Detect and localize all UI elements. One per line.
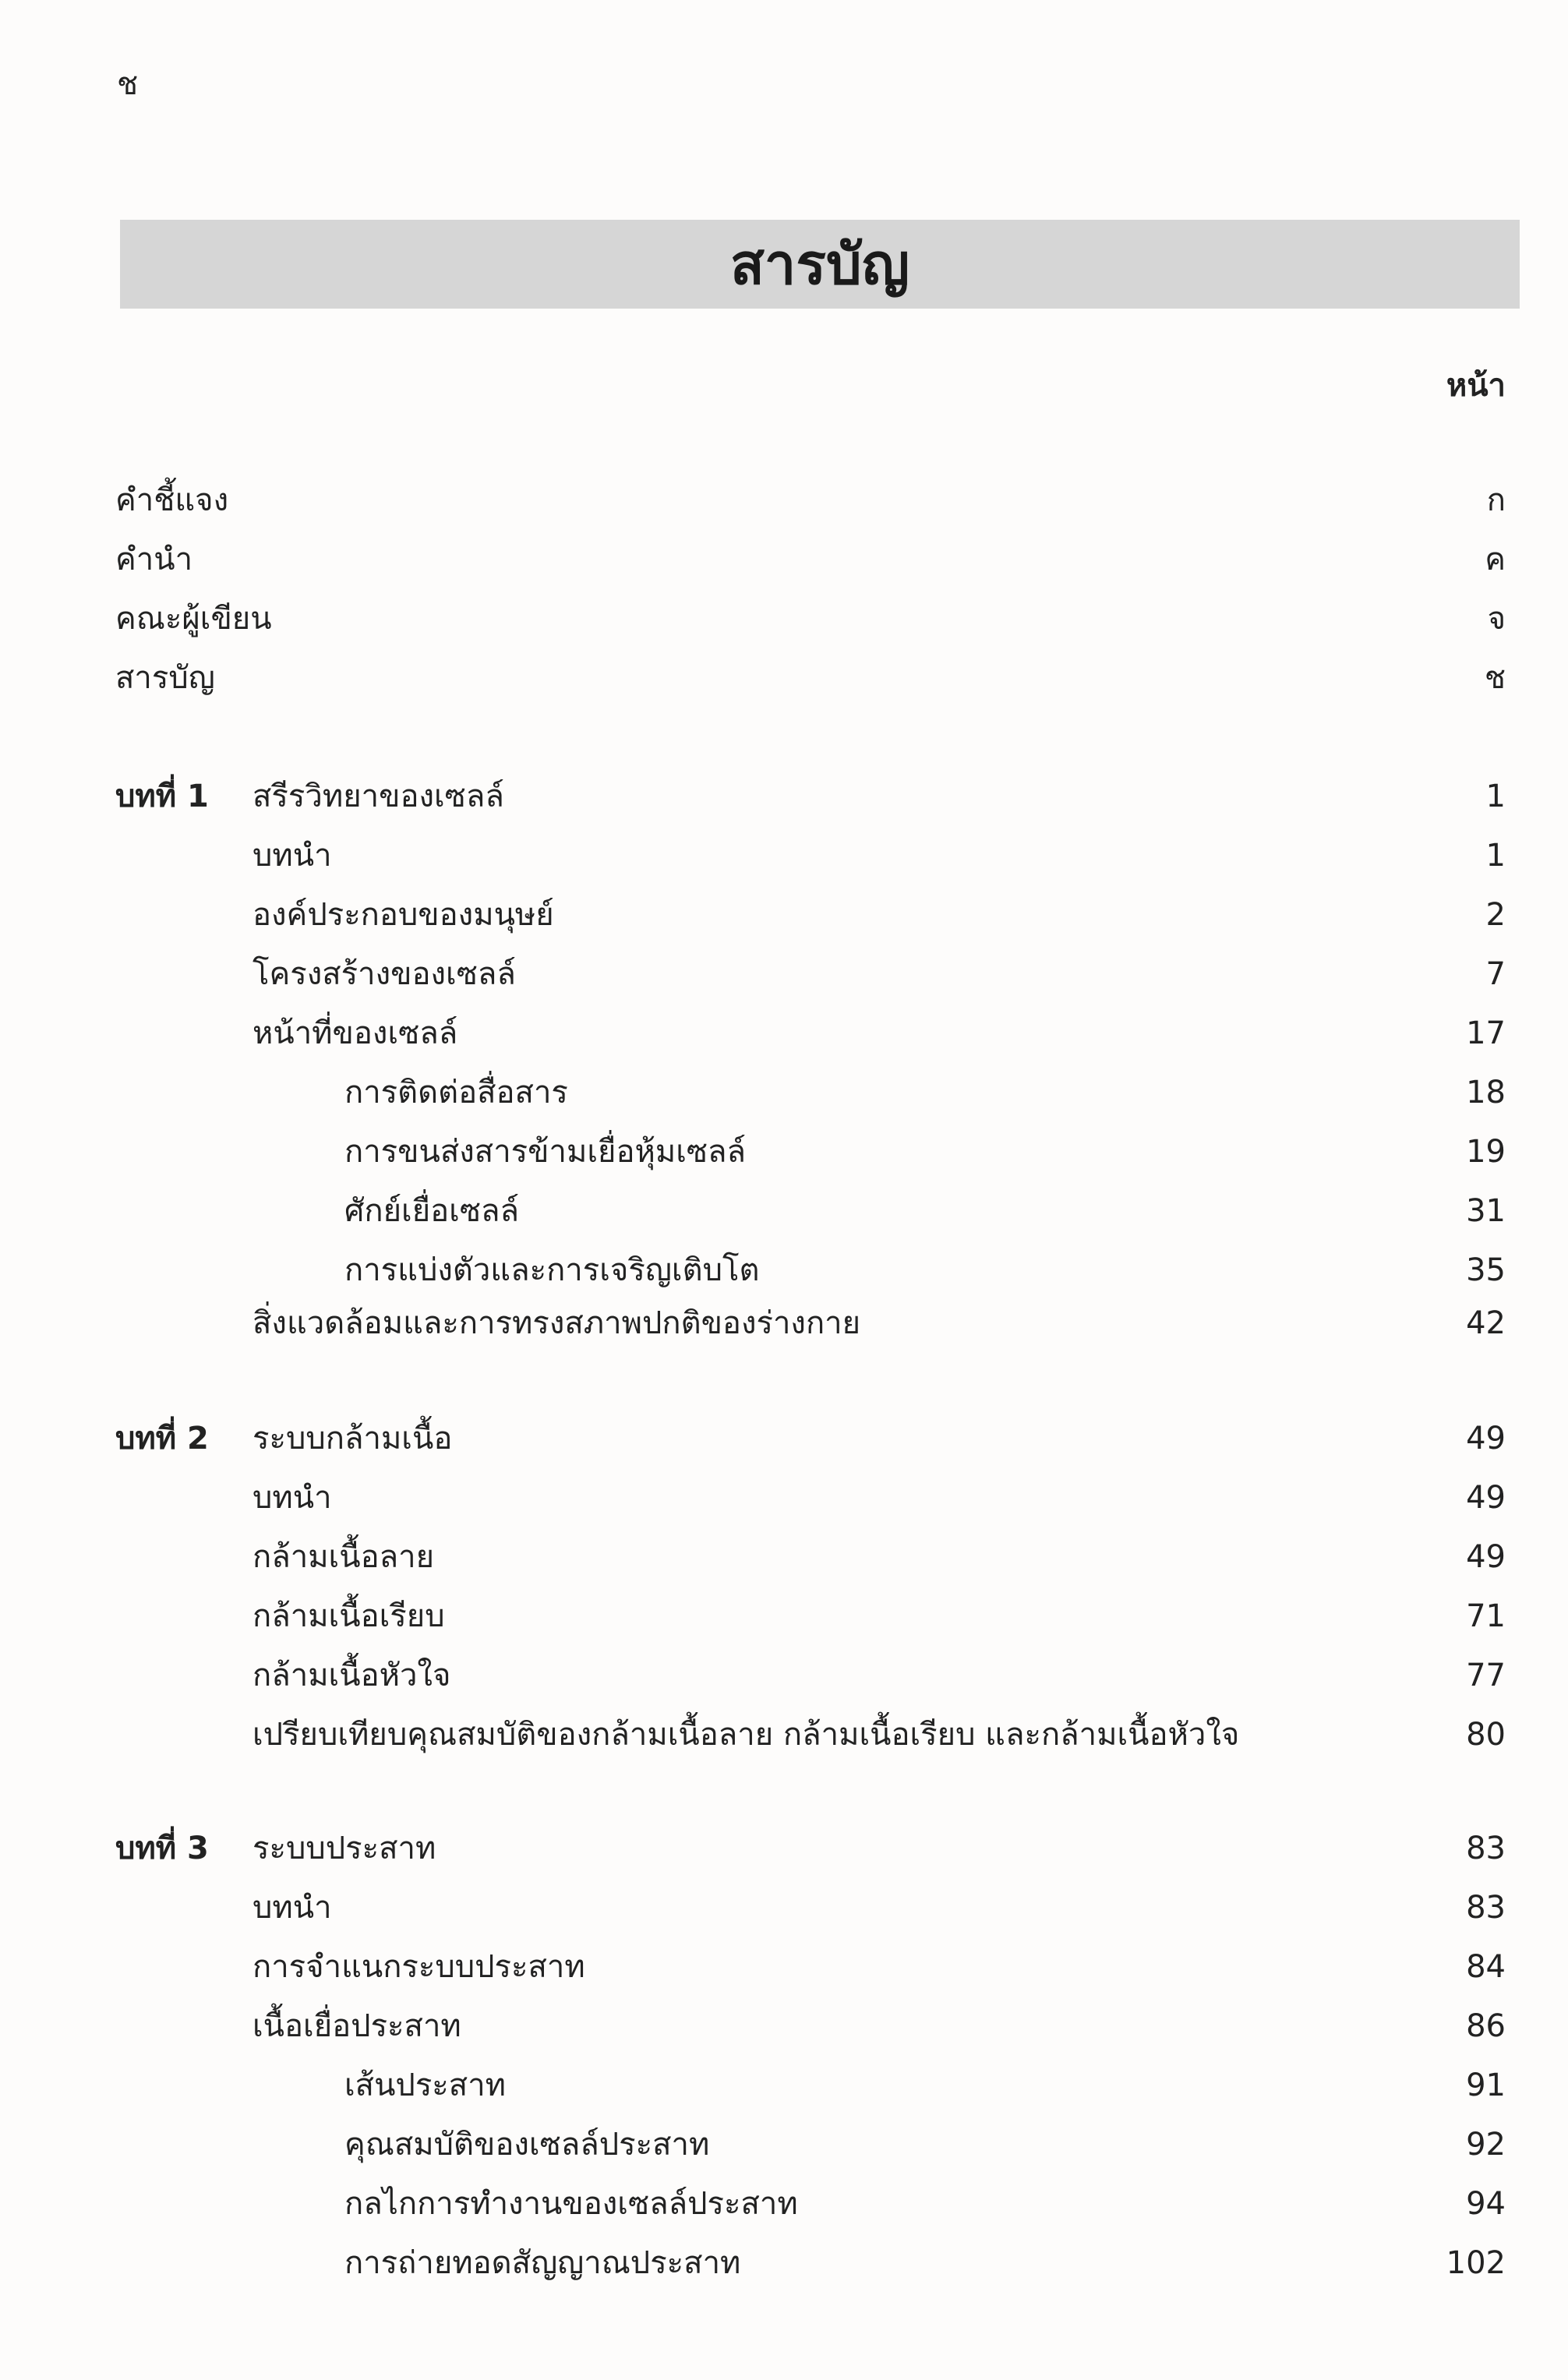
toc-row xyxy=(0,1593,1568,1640)
toc-row xyxy=(0,1069,1568,1116)
toc-entry-page: ก xyxy=(1486,482,1506,518)
chapter-title: สรีรวิทยาของเซลล์ xyxy=(253,779,504,814)
page-title: สารบัญ xyxy=(729,231,910,297)
toc-entry-label: คณะผู้เขียน xyxy=(115,601,272,637)
toc-entry-page: 84 xyxy=(1466,1949,1506,1985)
toc-entry-page: 31 xyxy=(1466,1193,1506,1229)
toc-entry-label: หน้าที่ของเซลล์ xyxy=(253,1015,458,1051)
toc-row xyxy=(0,2180,1568,2227)
chapter-title: ระบบกล้ามเนื้อ xyxy=(253,1421,453,1457)
page-column-header: หน้า xyxy=(1446,368,1506,404)
chapter-row xyxy=(0,1825,1568,1872)
toc-row xyxy=(0,1188,1568,1234)
toc-entry-page: 7 xyxy=(1485,956,1506,992)
toc-row xyxy=(0,1010,1568,1057)
toc-entry-page: 49 xyxy=(1466,1539,1506,1575)
toc-entry-page: 92 xyxy=(1466,2127,1506,2163)
toc-row xyxy=(0,832,1568,879)
toc-row xyxy=(0,1711,1568,1758)
title-banner xyxy=(120,220,1520,309)
toc-entry-page: 86 xyxy=(1466,2008,1506,2044)
toc-row xyxy=(0,2003,1568,2050)
toc-row xyxy=(0,2062,1568,2109)
toc-entry-label: บทนำ xyxy=(253,838,332,874)
toc-entry-label: เส้นประสาท xyxy=(344,2067,507,2103)
toc-entry-page: ค xyxy=(1485,542,1506,577)
chapter-row xyxy=(0,1415,1568,1462)
toc-row xyxy=(0,2121,1568,2168)
toc-entry-page: 102 xyxy=(1446,2245,1506,2281)
toc-entry-label: การขนส่งสารข้ามเยื่อหุ้มเซลล์ xyxy=(344,1134,747,1170)
toc-entry-page: 83 xyxy=(1466,1890,1506,1926)
chapter-title: ระบบประสาท xyxy=(253,1831,436,1866)
toc-entry-page: 80 xyxy=(1466,1717,1506,1753)
toc-entry-page: จ xyxy=(1487,601,1506,637)
toc-entry-label: เนื้อเยื่อประสาท xyxy=(253,2008,461,2044)
toc-entry-label: บทนำ xyxy=(253,1480,332,1516)
toc-entry-page: 49 xyxy=(1466,1480,1506,1516)
toc-entry-page: 35 xyxy=(1466,1252,1506,1288)
chapter-row xyxy=(0,773,1568,820)
toc-entry-label: บทนำ xyxy=(253,1890,332,1926)
toc-entry-label: ศักย์เยื่อเซลล์ xyxy=(344,1193,520,1229)
toc-entry-label: กล้ามเนื้อลาย xyxy=(253,1539,435,1575)
toc-row xyxy=(0,1652,1568,1699)
toc-entry-label: โครงสร้างของเซลล์ xyxy=(253,956,516,992)
toc-entry-label: คำนำ xyxy=(115,542,193,577)
toc-row xyxy=(0,477,1568,524)
toc-entry-label: องค์ประกอบของมนุษย์ xyxy=(253,897,554,933)
toc-entry-label: การจำแนกระบบประสาท xyxy=(253,1949,585,1985)
toc-entry-label: การถ่ายทอดสัญญาณประสาท xyxy=(344,2245,741,2281)
toc-entry-page: 91 xyxy=(1466,2067,1506,2103)
page-number-letter: ช xyxy=(117,66,139,102)
toc-row xyxy=(0,536,1568,583)
toc-row xyxy=(0,1534,1568,1580)
toc-entry-label: สิ่งแวดล้อมและการทรงสภาพปกติของร่างกาย xyxy=(253,1305,861,1341)
chapter-label: บทที่ 1 xyxy=(115,779,209,814)
toc-entry-page: 71 xyxy=(1466,1598,1506,1634)
toc-row xyxy=(0,892,1568,938)
toc-row xyxy=(0,595,1568,642)
toc-entry-page: 19 xyxy=(1466,1134,1506,1170)
toc-entry-label: คำชี้แจง xyxy=(115,482,229,518)
toc-entry-label: การติดต่อสื่อสาร xyxy=(344,1075,568,1111)
toc-row xyxy=(0,1300,1568,1347)
toc-entry-label: กล้ามเนื้อหัวใจ xyxy=(253,1658,451,1693)
chapter-page: 83 xyxy=(1466,1831,1506,1866)
toc-entry-page: 94 xyxy=(1466,2186,1506,2222)
toc-entry-page: ช xyxy=(1484,660,1506,696)
toc-entry-label: คุณสมบัติของเซลล์ประสาท xyxy=(344,2127,710,2163)
toc-row xyxy=(0,951,1568,998)
toc-row xyxy=(0,2240,1568,2286)
toc-entry-label: กลไกการทำงานของเซลล์ประสาท xyxy=(344,2186,798,2222)
toc-row xyxy=(0,1128,1568,1175)
toc-entry-page: 17 xyxy=(1466,1015,1506,1051)
toc-entry-label: การแบ่งตัวและการเจริญเติบโต xyxy=(344,1252,760,1288)
toc-entry-page: 77 xyxy=(1466,1658,1506,1693)
toc-entry-label: เปรียบเทียบคุณสมบัติของกล้ามเนื้อลาย กล้ามเนื้อเรียบ และกล้ามเนื้อหัวใจ xyxy=(253,1717,1240,1753)
toc-entry-page: 42 xyxy=(1466,1305,1506,1341)
toc-entry-label: กล้ามเนื้อเรียบ xyxy=(253,1598,445,1634)
toc-entry-label: สารบัญ xyxy=(115,660,215,696)
chapter-page: 49 xyxy=(1466,1421,1506,1457)
chapter-label: บทที่ 3 xyxy=(115,1831,209,1866)
toc-row xyxy=(0,1884,1568,1931)
toc-entry-page: 18 xyxy=(1466,1075,1506,1111)
toc-entry-page: 2 xyxy=(1485,897,1506,933)
toc-entry-page: 1 xyxy=(1485,838,1506,874)
chapter-page: 1 xyxy=(1485,779,1506,814)
toc-row xyxy=(0,655,1568,701)
chapter-label: บทที่ 2 xyxy=(115,1421,209,1457)
toc-row xyxy=(0,1474,1568,1521)
toc-row xyxy=(0,1247,1568,1294)
toc-row xyxy=(0,1944,1568,1990)
